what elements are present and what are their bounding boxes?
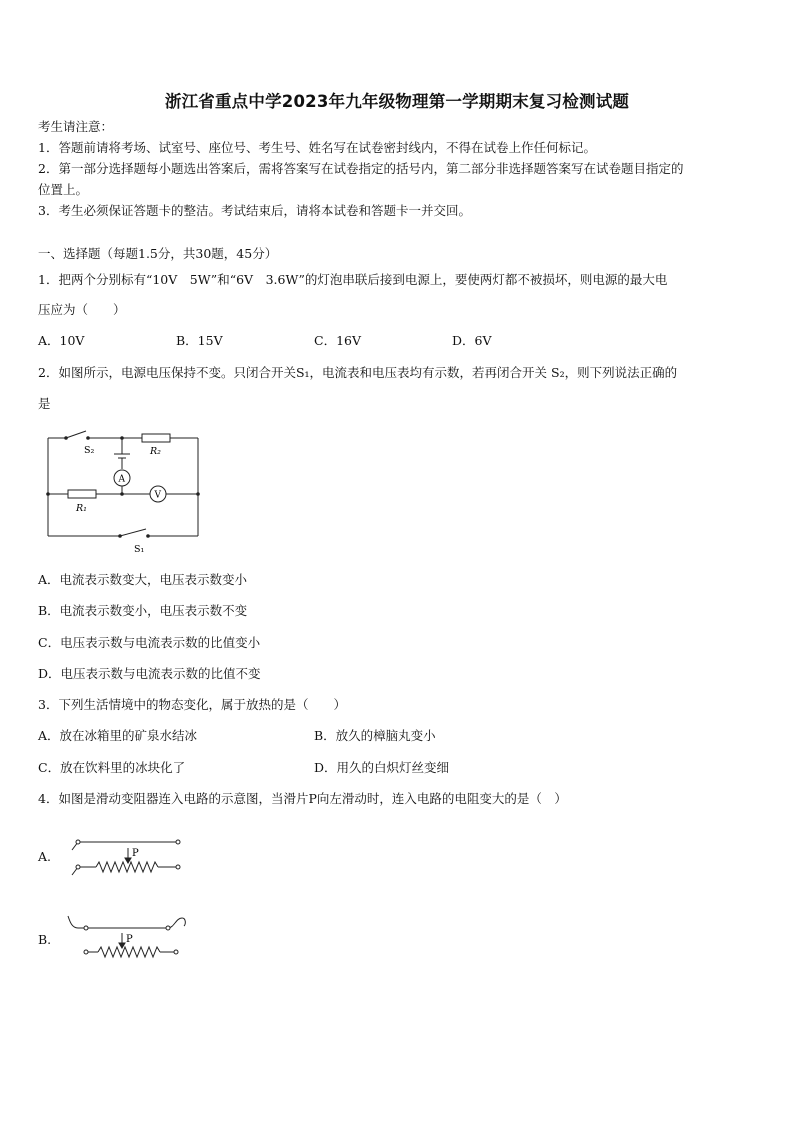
resistance-coil [98,947,160,957]
q2-option-b: B．电流表示数变小，电压表示数不变 [38,603,248,618]
q4-rheostat-a [70,834,190,878]
notice-heading: 考生请注意： [38,119,114,134]
slider-label-a: P [132,848,139,859]
label-s1: S₁ [134,544,145,555]
notice-item-1: 1．答题前请将考场、试室号、座位号、考生号、姓名写在试卷密封线内，不得在试卷上作任何标记。 [38,140,596,155]
q3-option-c: C．放在饮料里的冰块化了 [38,760,186,775]
q2-circuit-diagram [36,426,216,558]
switch-s1-blade [120,529,146,536]
notice-item-3: 3．考生必须保证答题卡的整洁。考试结束后，请将本试卷和答题卡一并交回。 [38,203,471,218]
q2-stem: 2．如图所示，电源电压保持不变。只闭合开关S₁，电流表和电压表均有示数，若再闭合开关 S₂，则下列说法正确的 [38,365,678,380]
q2-option-d: D．电压表示数与电流表示数的比值不变 [38,666,261,681]
q3-option-a: A．放在冰箱里的矿泉水结冰 [38,728,198,743]
q2-option-c: C．电压表示数与电流表示数的比值变小 [38,635,261,650]
q1-stem-cont: 压应为（ ） [38,302,126,317]
q4-option-a-label: A. [38,849,52,864]
notice-item-2-cont: 位置上。 [38,182,89,197]
q1-option-a: A．10V [38,333,85,348]
q3-option-b: B．放久的樟脑丸变小 [314,728,436,743]
q2-stem-cont: 是 [38,396,51,411]
label-r2: R₂ [150,446,161,457]
label-r1: R₁ [76,503,87,514]
q3-option-d: D．用久的白炽灯丝变细 [314,760,450,775]
resistor-r1 [68,490,96,498]
label-s2: S₂ [84,445,95,456]
slider-label-b: P [126,934,133,945]
q2-option-a: A．电流表示数变大，电压表示数变小 [38,572,248,587]
resistance-coil [96,862,158,872]
wire-curve-right [168,918,185,928]
switch-s2-blade [66,431,86,438]
q1-stem: 1．把两个分别标有“10V 5W”和“6V 3.6W”的灯泡串联后接到电源上，要使两灯都不被损坏，则电源的最大电 [38,272,668,287]
label-ammeter: A [118,474,125,485]
notice-item-2: 2．第一部分选择题每小题选出答案后，需将答案写在试卷指定的括号内，第二部分非选择题答案写在试卷题目指定的 [38,161,684,176]
resistor-r2 [142,434,170,442]
q1-option-d: D．6V [452,333,492,348]
page-title: 浙江省重点中学2023年九年级物理第一学期期末复习检测试题 [164,92,630,111]
q4-option-b-label: B. [38,932,52,947]
q1-option-c: C．16V [314,333,361,348]
label-voltmeter: V [154,490,161,501]
q3-stem: 3．下列生活情境中的物态变化，属于放热的是（ ） [38,697,346,712]
q1-option-b: B．15V [176,333,223,348]
q4-stem: 4．如图是滑动变阻器连入电路的示意图，当滑片P向左滑动时，连入电路的电阻变大的是（ ） [38,791,567,806]
wire-curve-left [68,916,86,928]
section-heading: 一、选择题（每题1.5分，共30题，45分） [38,246,278,261]
q4-rheostat-b [64,914,194,962]
